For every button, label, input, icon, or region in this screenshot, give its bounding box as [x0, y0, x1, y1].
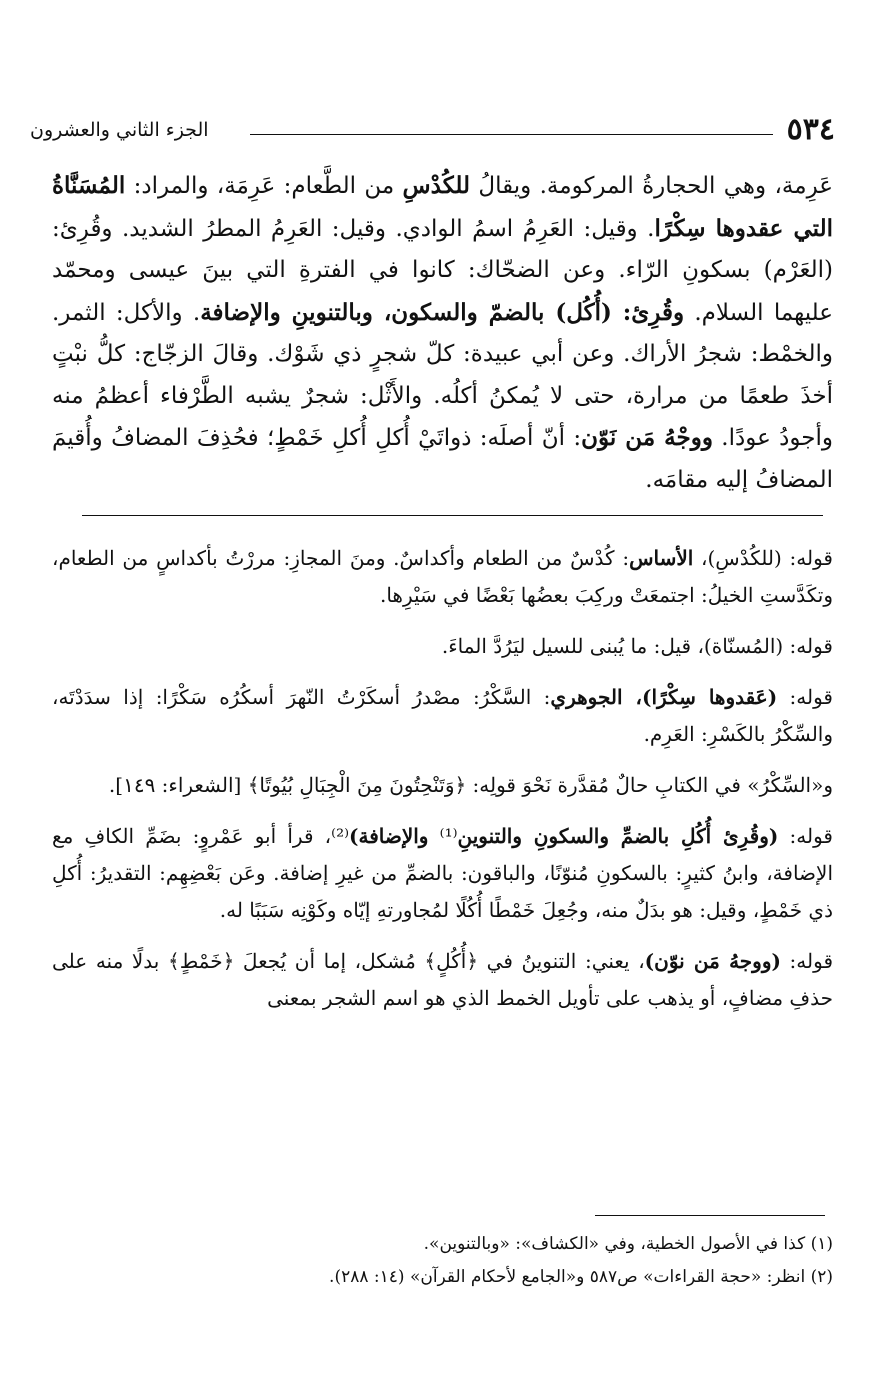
text-segment: ⁽²⁾، قرأ أبو عَمْروٍ: بضَمِّ الكافِ مع الإضافة، وابنُ كثيرٍ: بالسكونِ مُنوّنًا، والباقون: بالضمِّ من غيرِ إضافة. وعَن بَعْضِهِم: التقديرُ: أُكلِ ذي خَمْطٍ، وقيل: هو بدَلٌ منه، وجُعِلَ خَمْطًا أُكُلًا لمُجاورتهِ إيّاه وكَوْنِه سَبَبًا له. — [52, 824, 833, 922]
text-segment: ، يعني: التنوينُ في ﴿أُكُلٍ﴾ مُشكل، إما أن يُجعلَ ﴿خَمْطٍ﴾ بدلًا منه على حذفِ مضافٍ، أو يذهب على تأويل الخمط الذي هو اسم الشجر بمعنى — [52, 949, 833, 1010]
bold-lemma: والإضافة) — [349, 824, 429, 848]
commentary-paragraph — [52, 943, 833, 1017]
text-segment: : أنّ أصلَه: ذواتَيْ أُكلِ أُكلِ خَمْطٍ؛ فحُذِفَ المضافُ وأُقيمَ المضافُ إليه مقامَه. — [52, 425, 833, 493]
bold-lemma: ووجْهُ مَن نَوّن — [581, 424, 713, 451]
page-header — [30, 112, 835, 152]
bold-lemma: المُسَنَّاةُ التي عقدوها سِكْرًا — [52, 172, 833, 242]
commentary-paragraph — [52, 679, 833, 753]
text-segment: و«السِّكْرُ» في الكتابِ حالٌ مُقدَّرة نَحْوَ قولِه: ﴿وَتَنْحِتُونَ مِنَ الْجِبَالِ بُيُوتًا﴾ [الشعراء: ١٤٩]. — [108, 773, 833, 797]
text-commentary-separator — [82, 515, 823, 516]
bold-lemma: (ووجهُ مَن نوّن) — [644, 949, 781, 973]
footnote-rule — [595, 1215, 825, 1216]
commentary-paragraph — [52, 818, 833, 929]
bold-lemma: (وقُرِئ أُكُلِ بالضمِّ والسكونِ والتنوينِ — [457, 824, 779, 848]
text-segment: قوله: (المُسنّاة)، قيل: ما يُبنى للسيل ليَرُدَّ الماءَ. — [441, 634, 833, 658]
text-segment: : السَّكْرُ: مصْدرُ أسكَرْتُ النّهرَ أسكُرُه سَكْرًا: إذا سدَدْتَه، والسِّكْرُ بالكَسْرِ: العَرِم. — [52, 685, 833, 746]
footnote-2: (٢) انظر: «حجة القراءات» ص٥٨٧ و«الجامع لأحكام القرآن» (١٤: ٢٨٨). — [329, 1267, 833, 1287]
text-segment: قوله: — [778, 824, 833, 848]
footnote-1: (١) كذا في الأصول الخطية، وفي «الكشاف»: «وبالتنوين». — [423, 1234, 833, 1254]
bold-lemma: الأساس — [629, 546, 694, 570]
text-segment: قوله: — [777, 685, 833, 709]
text-segment: قوله: — [780, 949, 834, 973]
footnotes — [52, 1228, 833, 1294]
bold-lemma: للكُدْسِ — [402, 172, 471, 199]
main-text — [52, 165, 833, 501]
bold-lemma: (عَقدوها سِكْرًا)، الجوهري — [550, 685, 778, 709]
commentary-paragraph — [52, 767, 833, 804]
text-segment: عَرِمة، وهي الحجارةُ المركومة. ويقالُ — [470, 173, 833, 199]
text-segment: ⁽¹⁾ — [428, 824, 458, 848]
commentary-paragraph — [52, 628, 833, 665]
commentary-paragraph — [52, 540, 833, 614]
text-segment: من الطَّعام: عَرِمَة، والمراد: — [125, 173, 403, 199]
bold-lemma: وقُرِئ: (أُكُل) بالضمّ والسكون، وبالتنوينِ والإضافة — [200, 298, 685, 326]
text-segment: . وقيل: العَرِمُ اسمُ الوادي. وقيل: العَرِمُ المطرُ الشديد. وقُرِئ: (العَرْم) بسكونِ الرّاء. وعن الضحّاك: كانوا في الفترةِ التي بينَ عيسى ومحمّد عليهما السلام. — [52, 215, 833, 326]
header-rule — [250, 134, 773, 135]
commentary — [52, 540, 833, 1031]
main-paragraph — [52, 165, 833, 501]
text-segment: . والأكل: الثمر. والخمْط: شجرُ الأراك. وعن أبي عبيدة: كلّ شجرٍ ذي شَوْك. وقالَ الزجّاج: كلُّ نبْتٍ أخذَ طعمًا من مرارة، حتى لا يُمكنُ أكلُه. والأَثْل: شجرٌ يشبه الطَّرْفاء أعظمُ منه وأجودُ عودًا. — [52, 299, 833, 451]
page-number: ٥٣٤ — [786, 112, 835, 147]
text-segment: قوله: (للكُدْسِ)، — [693, 546, 833, 570]
running-title: الجزء الثاني والعشرون — [30, 119, 209, 141]
text-segment: : كُدْسٌ من الطعام وأكداسٌ. ومنَ المجازِ: مررْتُ بأكداسٍ من الطعام، وتكَدَّستِ الخيلُ: اجتمعَتْ وركِبَ بعضُها بَعْضًا في سَيْرِها. — [52, 546, 833, 607]
